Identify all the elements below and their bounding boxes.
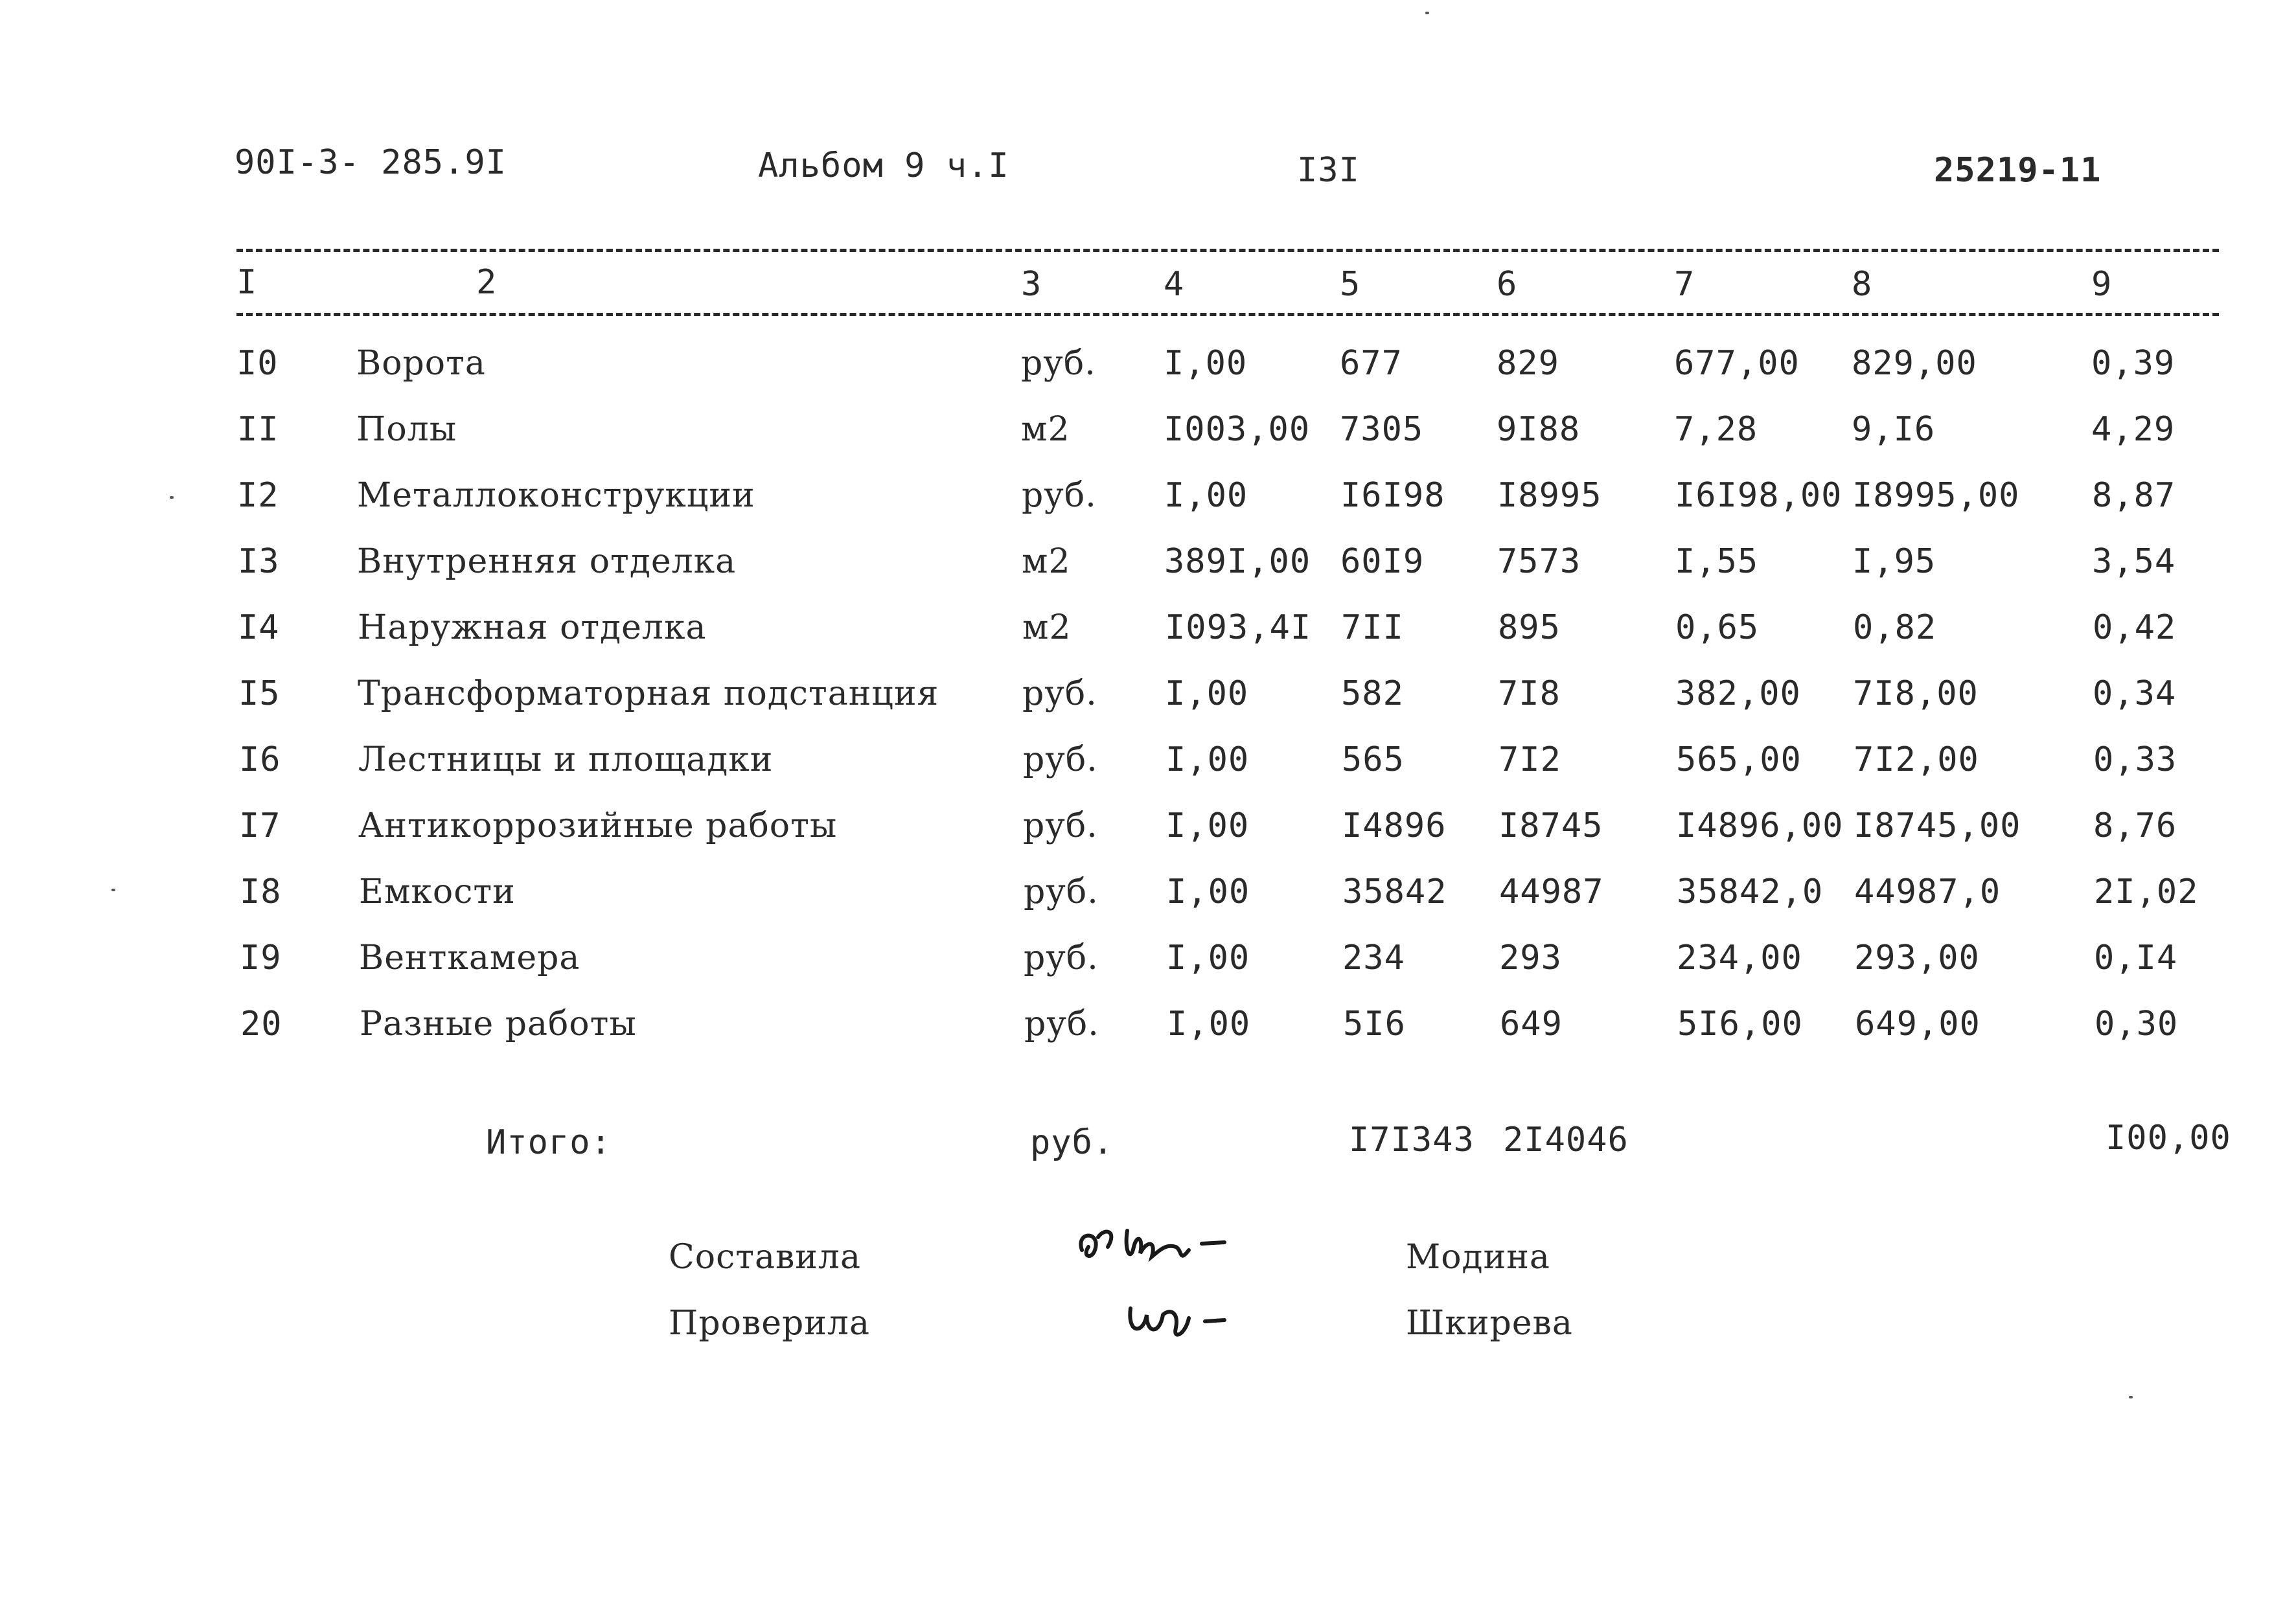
total-percent: I00,00: [2106, 1119, 2231, 1157]
percent-cell: 2I,02: [2094, 872, 2199, 911]
cost-col5-cell: 234: [1342, 939, 1405, 977]
scan-speck: [170, 496, 174, 499]
row-number: I4: [238, 608, 280, 647]
cost-col6-cell: 7I8: [1498, 674, 1561, 713]
percent-cell: 0,42: [2093, 608, 2177, 647]
cost-col7-cell: 234,00: [1677, 939, 1802, 977]
quantity-cell: I,00: [1165, 806, 1250, 845]
quantity-cell: 389I,00: [1164, 542, 1311, 581]
quantity-cell: I,00: [1165, 740, 1250, 779]
item-name: Наружная отделка: [358, 608, 707, 647]
cost-col7-cell: 5I6,00: [1677, 1005, 1803, 1043]
unit-cell: руб.: [1022, 674, 1097, 713]
compiled-by-label: Составила: [669, 1238, 861, 1277]
inventory-stamp: 25219-11: [1934, 151, 2102, 190]
column-number: 2: [476, 263, 498, 302]
column-number: 8: [1852, 265, 1873, 304]
checked-by-label: Проверила: [669, 1304, 870, 1343]
cost-col8-cell: 0,82: [1853, 608, 1937, 647]
item-name: Венткамера: [359, 939, 580, 977]
cost-col5-cell: I4896: [1342, 806, 1447, 845]
unit-cell: руб.: [1024, 939, 1099, 977]
percent-cell: 0,33: [2093, 740, 2177, 779]
cost-col8-cell: 829,00: [1852, 344, 1977, 383]
cost-col6-cell: 9I88: [1497, 410, 1581, 449]
cost-col6-cell: 293: [1499, 939, 1562, 977]
quantity-cell: I093,4I: [1165, 608, 1312, 647]
scan-speck: [111, 889, 115, 891]
cost-col6-cell: I8745: [1498, 806, 1603, 845]
total-label: Итого:: [486, 1123, 612, 1162]
row-number: I8: [240, 872, 282, 911]
unit-cell: м2: [1021, 410, 1070, 449]
cost-col5-cell: 582: [1341, 674, 1404, 713]
percent-cell: 8,76: [2093, 806, 2177, 845]
total-unit: руб.: [1030, 1123, 1114, 1162]
scan-speck: [2129, 1396, 2133, 1398]
cost-col6-cell: 7I2: [1498, 740, 1561, 779]
cost-col8-cell: 7I2,00: [1854, 740, 1979, 779]
scan-speck: [1425, 12, 1429, 14]
column-number: 9: [2091, 265, 2113, 304]
unit-cell: руб.: [1022, 476, 1097, 515]
total-cost-col6: 2I4046: [1503, 1121, 1629, 1159]
cost-col6-cell: 44987: [1499, 872, 1604, 911]
unit-cell: м2: [1022, 608, 1072, 647]
quantity-cell: I003,00: [1164, 410, 1311, 449]
cost-col5-cell: 7305: [1340, 410, 1424, 449]
column-number: 7: [1674, 265, 1695, 304]
item-name: Внутренняя отделка: [357, 542, 737, 581]
row-number: 20: [240, 1005, 282, 1043]
quantity-cell: I,00: [1165, 674, 1249, 713]
column-number: 3: [1021, 265, 1042, 304]
cost-col6-cell: 649: [1500, 1005, 1563, 1043]
compiled-signature: [1069, 1211, 1244, 1282]
cost-col8-cell: 649,00: [1855, 1005, 1980, 1043]
page-number: I3I: [1297, 151, 1360, 190]
percent-cell: 0,30: [2095, 1005, 2179, 1043]
percent-cell: 0,I4: [2094, 939, 2178, 977]
cost-col7-cell: I6I98,00: [1675, 476, 1843, 515]
table-top-rule: [236, 249, 2219, 252]
row-number: I9: [240, 939, 282, 977]
cost-col8-cell: I,95: [1852, 542, 1936, 581]
cost-col6-cell: 895: [1498, 608, 1561, 647]
item-name: Разные работы: [360, 1005, 637, 1043]
item-name: Антикоррозийные работы: [358, 806, 838, 845]
column-number: 5: [1340, 265, 1361, 304]
quantity-cell: I,00: [1164, 476, 1248, 515]
row-number: I6: [239, 740, 281, 779]
column-number: 6: [1497, 265, 1518, 304]
unit-cell: руб.: [1024, 1005, 1099, 1043]
item-name: Лестницы и площадки: [358, 740, 774, 779]
unit-cell: м2: [1022, 542, 1071, 581]
row-number: I7: [239, 806, 281, 845]
unit-cell: руб.: [1021, 344, 1096, 383]
cost-col7-cell: I,55: [1675, 542, 1759, 581]
column-number: I: [236, 263, 258, 302]
document-code: 90I-3- 285.9I: [235, 143, 507, 182]
unit-cell: руб.: [1024, 872, 1099, 911]
cost-col6-cell: 7573: [1497, 542, 1581, 581]
cost-col5-cell: 7II: [1341, 608, 1404, 647]
cost-col6-cell: 829: [1497, 344, 1559, 383]
cost-col8-cell: I8745,00: [1854, 806, 2021, 845]
cost-col8-cell: 293,00: [1854, 939, 1980, 977]
item-name: Металлоконструкции: [357, 476, 755, 515]
album-label: Альбом 9 ч.I: [758, 146, 1009, 185]
cost-col5-cell: 565: [1342, 740, 1405, 779]
percent-cell: 0,39: [2091, 344, 2175, 383]
cost-col5-cell: 677: [1340, 344, 1403, 383]
cost-col7-cell: 565,00: [1676, 740, 1802, 779]
item-name: Емкости: [359, 872, 516, 911]
row-number: II: [237, 410, 279, 449]
total-cost-col5: I7I343: [1349, 1121, 1475, 1159]
row-number: I0: [236, 344, 279, 383]
checked-by-name: Шкирева: [1406, 1304, 1573, 1343]
cost-col5-cell: 60I9: [1340, 542, 1425, 581]
cost-col8-cell: 44987,0: [1854, 872, 2001, 911]
item-name: Ворота: [356, 344, 486, 383]
row-number: I2: [237, 476, 279, 515]
cost-col7-cell: 7,28: [1674, 410, 1758, 449]
percent-cell: 0,34: [2093, 674, 2177, 713]
table-header-rule: [236, 313, 2219, 316]
percent-cell: 3,54: [2092, 542, 2176, 581]
quantity-cell: I,00: [1164, 344, 1248, 383]
quantity-cell: I,00: [1167, 1005, 1251, 1043]
percent-cell: 8,87: [2092, 476, 2176, 515]
cost-col8-cell: 9,I6: [1852, 410, 1936, 449]
cost-col5-cell: 5I6: [1343, 1005, 1406, 1043]
unit-cell: руб.: [1023, 806, 1098, 845]
cost-col7-cell: I4896,00: [1676, 806, 1844, 845]
percent-cell: 4,29: [2091, 410, 2175, 449]
cost-col7-cell: 0,65: [1675, 608, 1760, 647]
cost-col8-cell: I8995,00: [1852, 476, 2020, 515]
row-number: I5: [238, 674, 281, 713]
quantity-cell: I,00: [1166, 872, 1250, 911]
item-name: Полы: [356, 410, 457, 449]
unit-cell: руб.: [1023, 740, 1098, 779]
cost-col7-cell: 382,00: [1675, 674, 1801, 713]
cost-col7-cell: 677,00: [1674, 344, 1800, 383]
item-name: Трансформаторная подстанция: [358, 674, 939, 713]
cost-col6-cell: I8995: [1497, 476, 1602, 515]
compiled-by-name: Модина: [1406, 1238, 1550, 1277]
checked-signature: [1121, 1289, 1237, 1347]
quantity-cell: I,00: [1166, 939, 1250, 977]
cost-col5-cell: I6I98: [1340, 476, 1445, 515]
cost-col5-cell: 35842: [1342, 872, 1447, 911]
row-number: I3: [238, 542, 280, 581]
cost-col8-cell: 7I8,00: [1853, 674, 1979, 713]
cost-col7-cell: 35842,0: [1677, 872, 1824, 911]
column-number: 4: [1164, 265, 1185, 304]
